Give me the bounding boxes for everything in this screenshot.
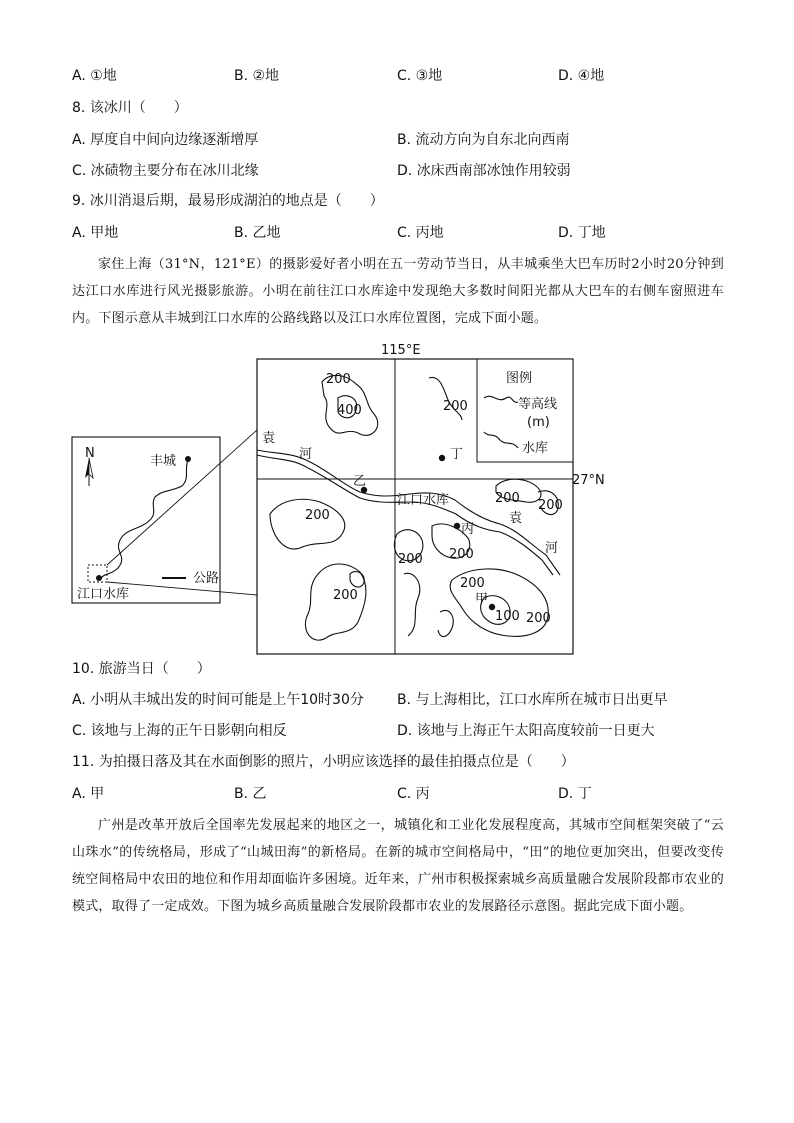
q11-option-c: C. 丙 [397, 786, 430, 802]
north-arrow-icon [85, 458, 93, 486]
q8-option-b: B. 流动方向为自东北向西南 [397, 132, 570, 148]
point-jia-label: 甲 [475, 592, 489, 607]
q10-option-d: D. 该地与上海正午太阳高度较前一日更大 [397, 723, 655, 739]
inset-city-label: 丰城 [150, 454, 177, 469]
connector-line-bottom [107, 582, 257, 595]
q7-option-b: B. ②地 [234, 68, 280, 84]
contour-label-5: 200 [538, 498, 563, 513]
legend-unit-label: (m) [527, 415, 550, 430]
q10-stem: 10. 旅游当日（ ） [72, 661, 211, 677]
passage-reservoir: 家住上海（31°N，121°E）的摄影爱好者小明在五一劳动节当日，从丰城乘坐大巴车历时2小时20分钟到达江口水库进行风光摄影旅游。小明在前往江口水库途中发现绝大多数时间阳光都从大巴车的右侧车窗照进车内。下图示意从丰城到江口水库的公路线路以及江口水库位置图，完成下面小题。 [72, 257, 724, 326]
q8-stem: 8. 该冰川（ ） [72, 100, 188, 116]
q10-option-b: B. 与上海相比，江口水库所在城市日出更早 [397, 692, 668, 708]
legend-reservoir-label: 水库 [522, 441, 549, 456]
point-yi-label: 乙 [353, 474, 367, 489]
river-label-left-2: 河 [299, 447, 313, 462]
point-bing-label: 丙 [461, 522, 475, 537]
longitude-label: 115°E [381, 343, 421, 358]
contour-south-center [404, 573, 420, 636]
contour-west-200 [270, 499, 345, 549]
q10-option-a: A. 小明从丰城出发的时间可能是上午10时30分 [72, 692, 364, 708]
contour-label-11: 100 [495, 609, 520, 624]
q7-option-a: A. ①地 [72, 68, 117, 84]
contour-label-10: 200 [460, 576, 485, 591]
point-bing-marker [454, 523, 460, 529]
inset-road-route [100, 460, 188, 580]
contour-label-2: 400 [337, 403, 362, 418]
contour-label-12: 200 [526, 611, 551, 626]
inset-reservoir-marker [96, 575, 102, 581]
latitude-label: 27°N [572, 473, 605, 488]
inset-city-marker [185, 456, 191, 462]
q9-option-d: D. 丁地 [558, 225, 606, 241]
contour-label-8: 200 [449, 547, 474, 562]
q9-stem: 9. 冰川消退后期，最易形成湖泊的地点是（ ） [72, 193, 384, 209]
passage-guangzhou: 广州是改革开放后全国率先发展起来的地区之一，城镇化和工业化发展程度高，其城市空间框架突破了“云山珠水”的传统格局，形成了“山城田海”的新格局。在新的城市空间格局中，“田”的地位更加突出，但要改变传统空间格局中农田的地位和作用却面临许多困境。近年来，广州市积极探索城乡高质量融合发展阶段都市农业的模式，取得了一定成效。下图为城乡高质量融合发展阶段都市农业的发展路径示意图。据此完成下面小题。 [72, 818, 724, 914]
q7-option-d: D. ④地 [558, 68, 605, 84]
river-label-left-1: 袁 [262, 431, 276, 446]
contour-label-9: 200 [333, 588, 358, 603]
contour-label-4: 200 [495, 491, 520, 506]
q8-option-a: A. 厚度自中间向边缘逐渐增厚 [72, 132, 259, 148]
river-label-right-1: 袁 [509, 511, 523, 526]
point-ding-marker [439, 455, 445, 461]
inset-reservoir-label: 江口水库 [77, 587, 130, 602]
q10-option-c: C. 该地与上海的正午日影朝向相反 [72, 723, 287, 739]
contour-south-small [438, 610, 453, 636]
point-jia-marker [489, 604, 495, 610]
contour-label-1: 200 [326, 372, 351, 387]
q8-option-d: D. 冰床西南部冰蚀作用较弱 [397, 163, 571, 179]
q11-option-b: B. 乙 [234, 786, 267, 802]
contour-label-7: 200 [398, 552, 423, 567]
connector-line-top [107, 430, 257, 565]
q11-stem: 11. 为拍摄日落及其在水面倒影的照片，小明应该选择的最佳拍摄点位是（ ） [72, 754, 575, 770]
q9-option-a: A. 甲地 [72, 225, 119, 241]
q7-option-c: C. ③地 [397, 68, 443, 84]
q11-option-a: A. 甲 [72, 786, 105, 802]
legend-contour-label: 等高线 [518, 397, 558, 412]
q9-option-b: B. 乙地 [234, 225, 281, 241]
river-label-right-2: 河 [545, 541, 559, 556]
inset-road-label: 公路 [193, 571, 220, 586]
reservoir-label: 江口水库 [397, 493, 450, 508]
point-ding-label: 丁 [450, 447, 464, 462]
north-label: N [85, 446, 95, 461]
legend-title: 图例 [506, 371, 533, 386]
contour-southwest-small [350, 572, 364, 588]
contour-label-6: 200 [305, 508, 330, 523]
q9-option-c: C. 丙地 [397, 225, 444, 241]
contour-label-3: 200 [443, 399, 468, 414]
q8-option-c: C. 冰碛物主要分布在冰川北缘 [72, 163, 259, 179]
q11-option-d: D. 丁 [558, 786, 592, 802]
